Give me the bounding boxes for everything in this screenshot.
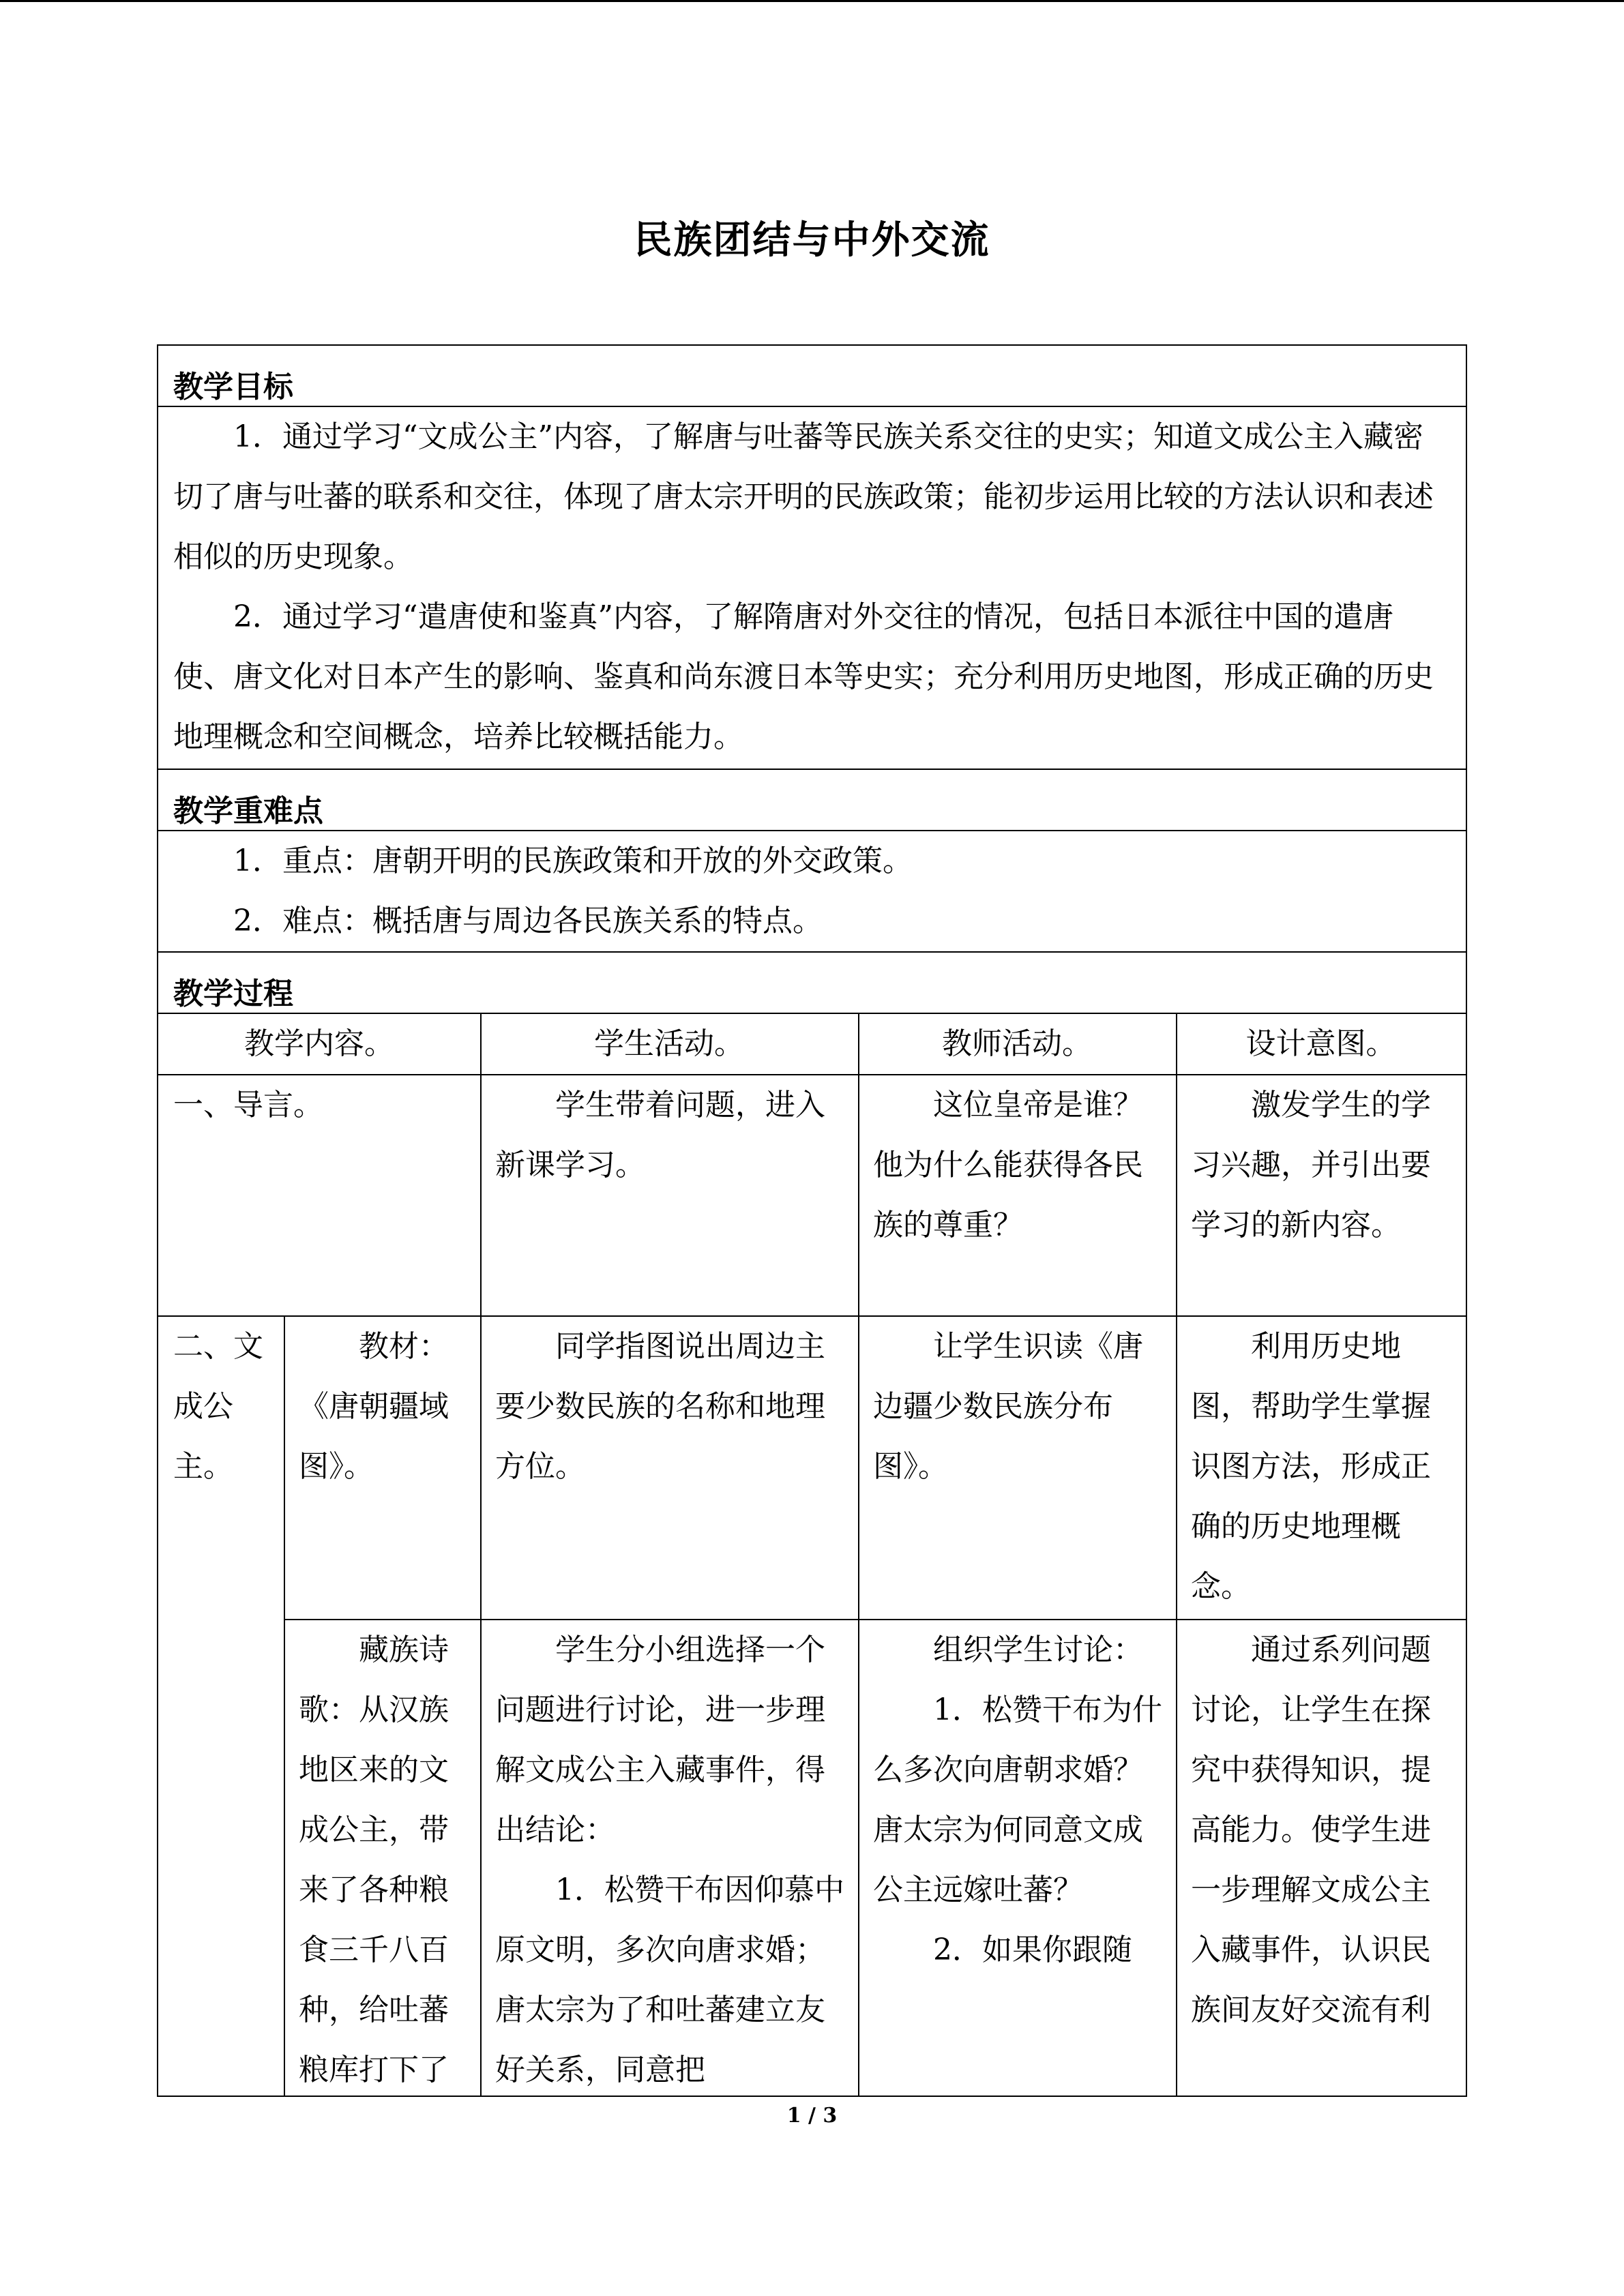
page-number: 1 / 3 [786, 2104, 838, 2128]
intro-student: 学生带着问题，进入新课学习。 [495, 1088, 825, 1182]
column-line-3 [1176, 1014, 1177, 2097]
intro-intent: 激发学生的学习兴趣，并引出要学习的新内容。 [1191, 1088, 1431, 1242]
process-header-row [158, 953, 1466, 1014]
column-header-content: 教学内容。 [244, 1026, 394, 1061]
keypoints-header-row [158, 770, 1466, 831]
section2-area [158, 1317, 1466, 2097]
section2-row2-student [480, 1620, 858, 2100]
section2-row2-material: 藏族诗歌：从汉族地区来的文成公主，带来了各种粮食三千八百种，给吐蕃粮库打下了 [299, 1632, 449, 2087]
keypoints-content-row [158, 831, 1466, 953]
intro-teacher: 这位皇帝是谁？他为什么能获得各民族的尊重？ [873, 1088, 1143, 1242]
section2-row1-intent: 利用历史地图，帮助学生掌握识图方法，形成正确的历史地理概念。 [1191, 1329, 1431, 1604]
column-header-student: 学生活动。 [594, 1026, 744, 1061]
section2-row2-teacher [858, 1620, 1176, 1980]
section2-row1-teacher: 让学生识读《唐边疆少数民族分布图》。 [873, 1329, 1143, 1484]
lesson-plan-table [157, 344, 1467, 2096]
column-line-2 [858, 1014, 859, 2097]
section2-row1-material: 教材：《唐朝疆域图》。 [299, 1329, 449, 1484]
column-line-label [284, 1317, 285, 2097]
table-bottom-border [157, 2096, 1467, 2097]
objective-item-2: 2．通过学习“遣唐使和鉴真”内容，了解隋唐对外交往的情况，包括日本派往中国的遣唐使、唐文化对日本产生的影响、鉴真和尚东渡日本等史实；充分利用历史地图，形成正确的历史地理概念和空间概念，培养比较概括能力。 [173, 599, 1434, 754]
section2-row2-teacher-q2: 2．如果你跟随 [933, 1933, 1132, 1967]
process-column-header-row [158, 1014, 1466, 1075]
column-header-teacher: 教师活动。 [942, 1026, 1092, 1061]
keypoints-header: 教学重难点 [173, 794, 323, 829]
process-intro-row [158, 1075, 1466, 1317]
page-top-border [0, 0, 1624, 2]
page-title: 民族团结与中外交流 [634, 218, 990, 263]
section2-row1-student: 同学指图说出周边主要少数民族的名称和地理方位。 [495, 1329, 825, 1484]
objectives-header-row [158, 346, 1466, 407]
intro-content: 一、导言。 [173, 1088, 323, 1122]
process-header: 教学过程 [173, 976, 293, 1011]
objectives-content-row [158, 407, 1466, 770]
section2-row2-student-intro: 学生分小组选择一个问题进行讨论，进一步理解文成公主入藏事件，得出结论： [495, 1632, 825, 1847]
column-header-intent: 设计意图。 [1245, 1026, 1396, 1061]
keypoint-item-1: 1．重点：唐朝开明的民族政策和开放的外交政策。 [233, 844, 913, 878]
section2-row2-student-point: 1．松赞干布因仰慕中原文明，多次向唐求婚；唐太宗为了和吐蕃建立友好关系，同意把 [495, 1873, 844, 2087]
section2-row2-teacher-intro: 组织学生讨论： [933, 1632, 1143, 1667]
section2-label: 二、文成公主。 [173, 1329, 263, 1484]
section2-row2-teacher-q1: 1．松赞干布为什么多次向唐朝求婚？唐太宗为何同意文成公主远嫁吐蕃？ [873, 1693, 1162, 1907]
objectives-header: 教学目标 [173, 370, 293, 404]
objective-item-1: 1．通过学习“文成公主”内容，了解唐与吐蕃等民族关系交往的史实；知道文成公主入藏密切了唐与吐蕃的联系和交往，体现了唐太宗开明的民族政策；能初步运用比较的方法认识和表述相似的历史现象。 [173, 419, 1434, 574]
section2-row2-intent: 通过系列问题讨论，让学生在探究中获得知识，提高能力。使学生进一步理解文成公主入藏事件，认识民族间友好交流有利 [1191, 1632, 1431, 2027]
column-line-1 [480, 1014, 482, 2097]
keypoint-item-2: 2．难点：概括唐与周边各民族关系的特点。 [233, 904, 823, 938]
